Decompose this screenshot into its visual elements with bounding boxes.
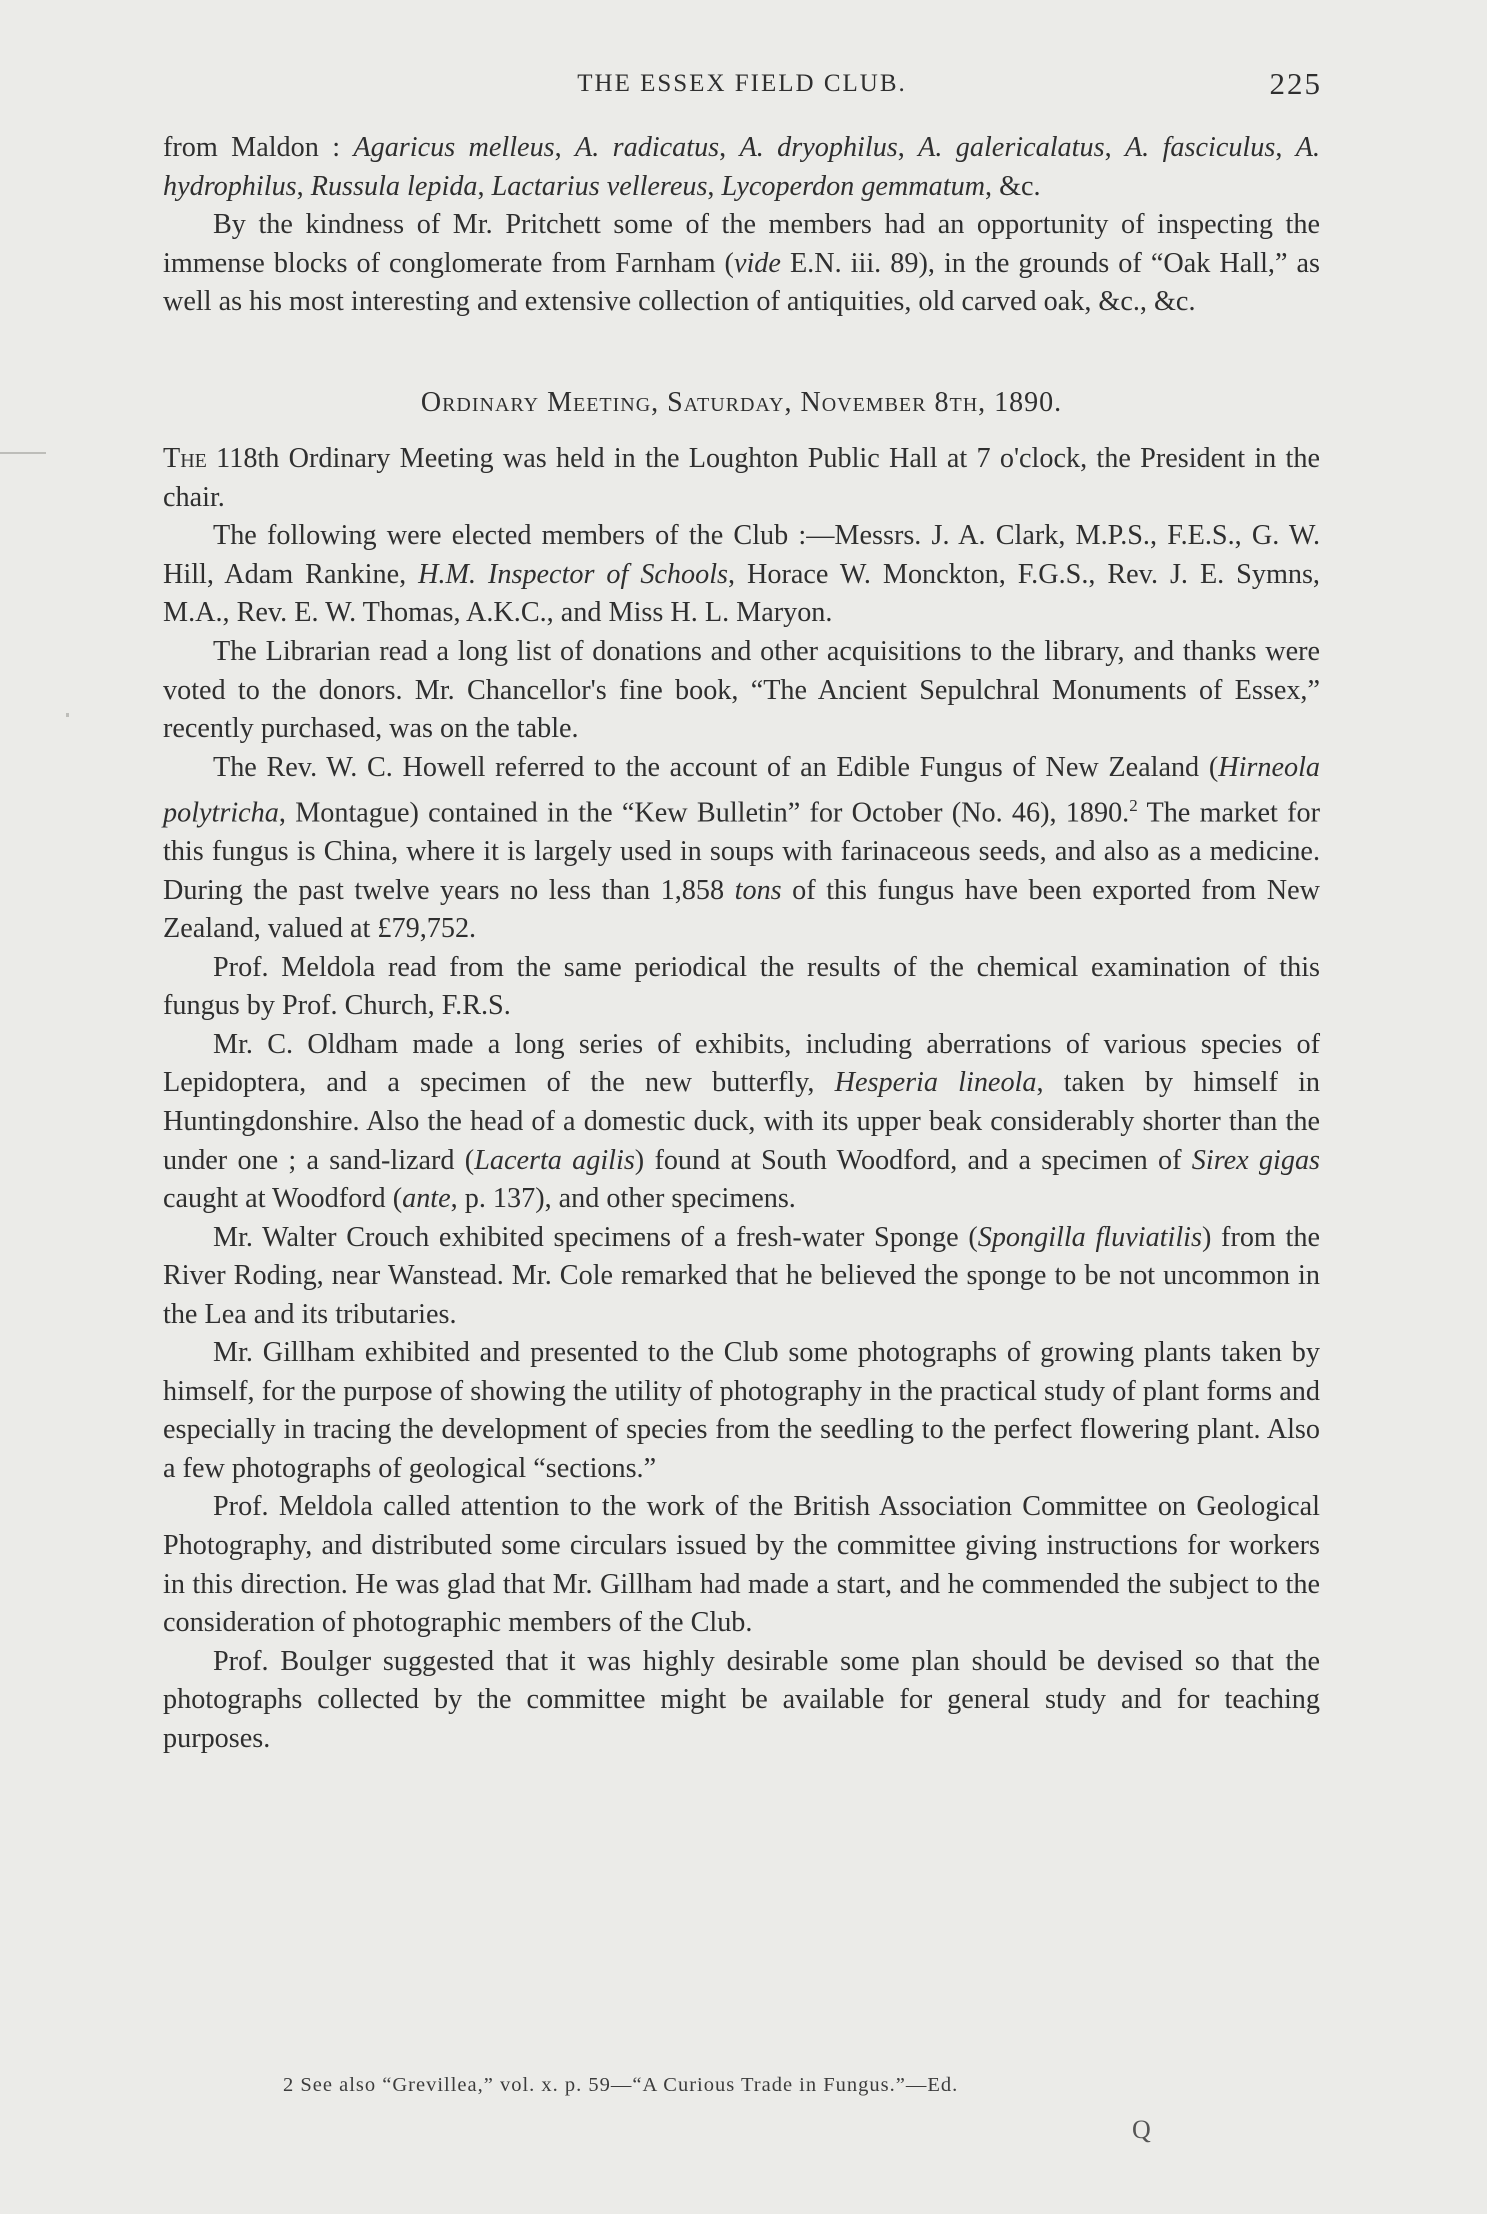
- species-name: Hirneola polytricha: [163, 751, 1320, 829]
- text-run: ,: [897, 132, 919, 163]
- text-run: The market for this fungus is China, where it is largely used in soups with farinaceous seeds, and also as a medicine. During the past twelve years no less than 1,858: [163, 797, 1320, 906]
- species-name: A. fasciculus: [1124, 132, 1276, 163]
- lead-word: The: [163, 443, 207, 475]
- page-body: [163, 129, 1320, 1758]
- text-run: ,: [1104, 132, 1125, 163]
- italic-term: tons: [734, 874, 782, 906]
- text-run: ,: [707, 170, 722, 202]
- text-run: , p. 137), and other specimens.: [450, 1183, 796, 1215]
- paragraph-meldola-periodical: Prof. Meldola read from the same periodical the results of the chemical examination of this fungus by Prof. Church, F.R.S.: [163, 951, 1320, 1022]
- page-number: 225: [1269, 66, 1322, 101]
- species-name: Sirex gigas: [1191, 1144, 1321, 1176]
- species-name: Lacerta agilis: [474, 1144, 635, 1176]
- text-run: ,: [477, 170, 492, 202]
- italic-term: H.M. Inspector of Schools: [418, 558, 729, 590]
- text-run: 118th Ordinary Meeting was held in the Loughton Public Hall at 7 o'clock, the President in the chair.: [163, 443, 1320, 513]
- paragraph-crouch: [163, 1219, 1320, 1335]
- text-run: Mr. C. Oldham made a long series of exhibits, including aberrations of various species of Lepidoptera, and a specimen of the new butterfly,: [163, 1028, 1320, 1099]
- species-name: A. dryophilus: [739, 132, 898, 163]
- paragraph-howell: [163, 749, 1320, 949]
- species-name: Spongilla fluviatilis: [977, 1221, 1202, 1253]
- italic-term: ante: [402, 1183, 451, 1215]
- text-run: By the kindness of Mr. Pritchett some of the members had an opportunity of inspecting the immense blocks of conglomerate from Farnham (: [163, 209, 1320, 279]
- text-run: from Maldon :: [163, 132, 354, 163]
- text-run: ,: [554, 132, 576, 163]
- paragraph-gillham: Mr. Gillham exhibited and presented to the Club some photographs of growing plants taken by himself, for the purpose of showing the utility of photography in the practical study of plant forms and especially in tracing the development of species from the seedling to the perfect flowering plant. Also a few photographs of geological “sections.”: [163, 1337, 1320, 1484]
- text-run: ) found at South Woodford, and a specimen of: [634, 1144, 1192, 1176]
- species-name: Hesperia lineola: [834, 1067, 1037, 1099]
- species-name: Agaricus melleus: [353, 132, 555, 163]
- text-run: , Horace W. Monckton, F.G.S., Rev. J. E. Symns, M.A., Rev. E. W. Thomas, A.K.C., and Miss H. L. Maryon.: [163, 558, 1320, 629]
- text-run: The following were elected members of the Club :—Messrs. J. A. Clark, M.P.S., F.E.S., G. W. Hill, Adam Rankine,: [163, 520, 1320, 590]
- text-run: ) from the River Roding, near Wanstead. Mr. Cole remarked that he believed the sponge to be not uncommon in the Lea and its tributaries.: [163, 1221, 1320, 1330]
- signature-mark: Q: [1132, 2115, 1151, 2144]
- running-head: [162, 66, 1322, 106]
- page-speck: [66, 713, 69, 717]
- italic-term: vide: [733, 247, 781, 279]
- text-run: The Rev. W. C. Howell referred to the account of an Edible Fungus of New Zealand (: [213, 751, 1219, 783]
- text-run: ,: [719, 132, 740, 163]
- paragraph-boulger: Prof. Boulger suggested that it was highly desirable some plan should be devised so that the photographs collected by the committee might be available for general study and for teaching purposes.: [163, 1645, 1320, 1754]
- text-run: , Montague) contained in the “Kew Bulletin” for October (No. 46), 1890.: [278, 797, 1130, 829]
- text-run: Mr. Walter Crouch exhibited specimens of a fresh-water Sponge (: [213, 1221, 978, 1253]
- running-head-title: THE ESSEX FIELD CLUB.: [577, 70, 907, 97]
- species-name: Russula lepida: [310, 170, 478, 202]
- paragraph-librarian: The Librarian read a long list of donations and other acquisitions to the library, and thanks were voted to the donors. Mr. Chancellor's fine book, “The Ancient Sepulchral Monuments of Essex,” recently purchased, was on the table.: [163, 636, 1320, 745]
- species-name: Lactarius vellereus: [491, 170, 708, 202]
- species-name: A. hydrophilus: [163, 132, 1320, 202]
- species-name: A. galericalatus: [918, 132, 1105, 163]
- paragraph-meldola-photography: Prof. Meldola called attention to the work of the British Association Committee on Geological Photography, and distributed some circulars issued by the committee giving instructions for workers in this direction. He was glad that Mr. Gillham had made a start, and he commended the subject to the consideration of photographic members of the Club.: [163, 1491, 1320, 1639]
- text-run: ,: [1275, 132, 1296, 163]
- page-smudge: [0, 452, 46, 454]
- paragraph-fungi-list: [163, 129, 1320, 206]
- text-run: of this fungus have been exported from New Zealand, valued at £79,752.: [163, 874, 1320, 945]
- footnote: 2 See also “Grevillea,” vol. x. p. 59—“A Curious Trade in Fungus.”—Ed.: [283, 2074, 959, 2096]
- species-name: Lycoperdon gemmatum: [721, 170, 986, 202]
- text-run: caught at Woodford (: [163, 1183, 403, 1215]
- paragraph-new-members: [163, 517, 1320, 633]
- meeting-heading: Ordinary Meeting, Saturday, November 8th, 1890.: [420, 386, 1063, 418]
- paragraph-oldham: [163, 1026, 1320, 1219]
- text-run: , taken by himself in Huntingdonshire. Also the head of a domestic duck, with its upper beak considerably shorter than the under one ; a sand-lizard (: [163, 1067, 1321, 1176]
- paragraph-pritchett: [163, 206, 1320, 322]
- species-name: A. radicatus: [575, 132, 720, 163]
- footnote-marker: 2: [1129, 796, 1138, 816]
- paragraph-meeting-intro: [163, 440, 1320, 517]
- text-run: , &c.: [985, 170, 1041, 202]
- text-run: E.N. iii. 89), in the grounds of “Oak Hall,” as well as his most interesting and extensive collection of antiquities, old carved oak, &c., &c.: [163, 247, 1320, 318]
- text-run: ,: [296, 170, 311, 202]
